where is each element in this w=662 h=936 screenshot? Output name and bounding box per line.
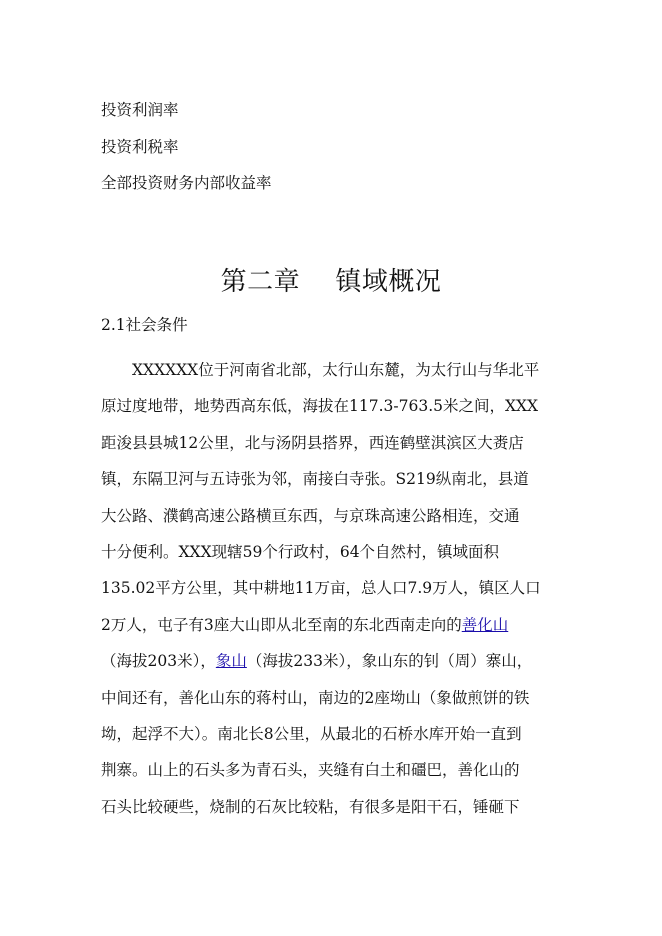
shanhua-mountain-link[interactable]: 善化山 [461,615,509,634]
section-heading: 2.1社会条件 [101,316,188,334]
xiang-mountain-link[interactable]: 象山 [215,652,247,671]
paragraph-line: XXXXXX位于河南省北部，太行山东麓，为太行山与华北平 [132,361,540,379]
paragraph-line: 中间还有，善化山东的蒋村山，南边的2座坳山（象做煎饼的铁 [101,688,530,707]
line-text: （海拔203米）， [101,652,216,671]
body-paragraph [101,352,561,825]
paragraph-line [101,607,561,643]
line-text: 2万人，屯子有3座大山即从北至南的东北西南走向的 [101,615,462,634]
paragraph-line: 荆寨。山上的石头多为青石头，夹缝有白土和礓巴，善化山的 [101,761,520,780]
paragraph-line [101,643,561,679]
paragraph-line: 135.02平方公里，其中耕地11万亩，总人口7.9万人，镇区人口 [101,579,541,598]
list-item: 投资利税率 [101,137,179,156]
paragraph-line: 坳，起浮不大）。南北长8公里，从最北的石桥水库开始一直到 [101,724,522,743]
paragraph-line: 十分便利。XXX现辖59个行政村，64个自然村，镇域面积 [101,542,500,561]
paragraph-line: 原过度地带，地势西高东低，海拔在117.3-763.5米之间，XXX [101,397,539,416]
indicator-list [101,92,581,202]
line-text: （海拔233米），象山东的钊（周）寨山， [246,652,533,671]
list-item: 全部投资财务内部收益率 [101,174,272,192]
paragraph-line: 距浚县县城12公里，北与汤阴县搭界，西连鹤壁淇滨区大赉店 [101,433,524,452]
chapter-title: 第二章 镇域概况 [220,267,442,297]
paragraph-line: 大公路、濮鹤高速公路横亘东西，与京珠高速公路相连，交通 [101,506,520,525]
paragraph-line: 石头比较硬些，烧制的石灰比较粘，有很多是阳干石，锤砸下 [101,797,520,816]
list-item: 投资利润率 [101,101,179,119]
paragraph-line: 镇，东隔卫河与五诗张为邻，南接白寺张。S219纵南北，县道 [101,470,529,489]
